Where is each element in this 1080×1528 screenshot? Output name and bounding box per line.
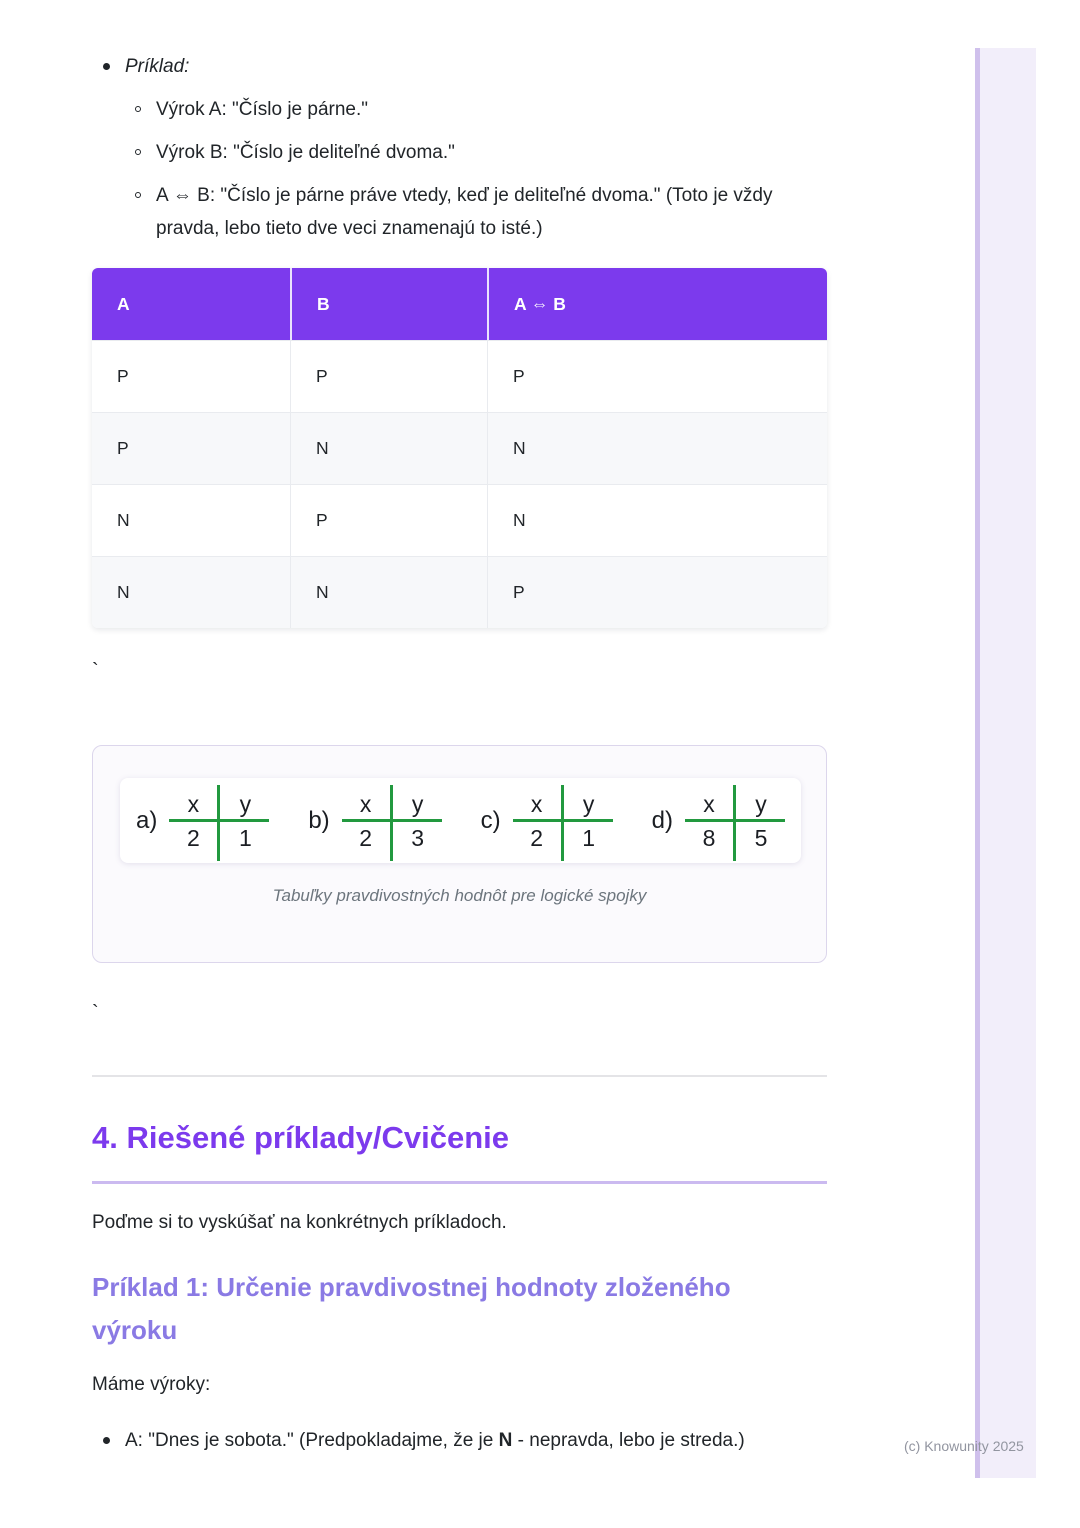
table-row [92, 340, 827, 412]
cross-vertical-line [390, 785, 393, 861]
copyright-text: (c) Knowunity 2025 [904, 1438, 1024, 1454]
truth-table-header-row [92, 268, 827, 340]
truth-table-header-cell: B [290, 268, 487, 340]
mini-table-cell: y [582, 790, 595, 817]
truth-table-cell: N [117, 582, 130, 602]
list-item [135, 93, 812, 126]
mini-truth-table-b [308, 790, 441, 852]
truth-table-header-cell: A ⇔ B [487, 268, 827, 340]
statement-a-text [110, 1424, 745, 1457]
list-item [103, 50, 812, 83]
mini-table-cell: y [239, 790, 252, 817]
truth-table [92, 268, 827, 628]
cross-vertical-line [561, 785, 564, 861]
section-intro: Poďme si to vyskúšať na konkrétnych príkladoch. [92, 1212, 507, 1233]
list-item [135, 136, 812, 169]
truth-table-cell: P [487, 341, 827, 412]
truth-table-cell: N [487, 485, 827, 556]
mini-table-cell: 5 [754, 824, 768, 851]
truth-table-cell: N [290, 557, 487, 628]
mini-table-cell: x [187, 790, 200, 817]
mini-table-cell: 2 [186, 824, 200, 851]
table-row [92, 556, 827, 628]
mini-table-label: b) [308, 806, 330, 834]
mini-table-cell: 1 [238, 824, 252, 851]
mini-truth-table-c [481, 790, 613, 852]
example-subheading: Príklad 1: Určenie pravdivostnej hodnoty zloženého výroku [92, 1272, 731, 1345]
mini-table-cell: y [411, 790, 424, 817]
table-row [92, 412, 827, 484]
truth-table-cell: P [487, 557, 827, 628]
statement-a-post: - nepravda, lebo je streda.) [512, 1430, 745, 1451]
bullet-disc-icon [103, 63, 110, 70]
figure-truth-tables [92, 745, 827, 963]
truth-table-cell: N [487, 413, 827, 484]
figure-caption: Tabuľky pravdivostných hodnôt pre logické spojky [272, 886, 647, 905]
bullet-disc-icon [103, 1437, 110, 1444]
mini-table-cell: x [703, 790, 715, 817]
statement-a-value: N [498, 1430, 513, 1451]
example-list-title: Príklad: [125, 56, 190, 77]
truth-table-cell: P [290, 485, 487, 556]
example-statement-a: Výrok A: "Číslo je párne." [156, 99, 369, 120]
statement-a-pre: A: "Dnes je sobota." (Predpokladajme, že je [125, 1430, 499, 1451]
truth-table-cell: N [117, 510, 130, 530]
mini-table-cell: 8 [702, 824, 716, 851]
truth-table-cell: P [290, 341, 487, 412]
stray-backtick: ` [92, 660, 99, 682]
list-item [135, 179, 812, 245]
truth-table-cell: N [290, 413, 487, 484]
mini-table-label: a) [136, 806, 158, 834]
example-statement-equivalence: A ⇔ B: "Číslo je párne práve vtedy, keď je deliteľné dvoma." (Toto je vždy pravda, lebo tieto dve veci znamenajú to isté.) [156, 185, 773, 239]
cross-grid-icon [513, 790, 613, 852]
statements-list [92, 1424, 827, 1457]
mini-table-cell: y [755, 790, 767, 817]
section-heading: 4. Riešené príklady/Cvičenie [92, 1120, 509, 1155]
stray-backtick: ` [92, 1002, 99, 1024]
mini-table-label: d) [651, 806, 673, 834]
list-item [103, 1424, 827, 1457]
cross-grid-icon [685, 790, 785, 852]
mini-table-cell: 2 [530, 824, 544, 851]
side-highlight-bar[interactable] [975, 48, 1036, 1478]
mini-table-cell: 1 [582, 824, 596, 851]
table-row [92, 484, 827, 556]
cross-grid-icon [169, 790, 269, 852]
lead-text: Máme výroky: [92, 1374, 211, 1395]
cross-grid-icon [342, 790, 442, 852]
cross-vertical-line [217, 785, 220, 861]
mini-truth-table-a [136, 790, 269, 852]
mini-table-cell: 3 [411, 824, 425, 851]
example-list [92, 50, 812, 245]
mini-table-label: c) [480, 806, 501, 834]
figure-image-panel [120, 778, 801, 863]
truth-table-header-cell: A [117, 293, 130, 314]
side-highlight-bar-edge [975, 48, 980, 1478]
cross-vertical-line [733, 785, 736, 861]
section-heading-underline [92, 1181, 827, 1184]
mini-table-cell: 2 [359, 824, 373, 851]
mini-table-cell: x [530, 790, 543, 817]
section-divider [92, 1075, 827, 1077]
truth-table-cell: P [117, 366, 129, 386]
truth-table-cell: P [117, 438, 129, 458]
mini-truth-table-d [652, 790, 785, 852]
example-statement-b: Výrok B: "Číslo je deliteľné dvoma." [156, 142, 455, 163]
mini-table-cell: x [359, 790, 372, 817]
